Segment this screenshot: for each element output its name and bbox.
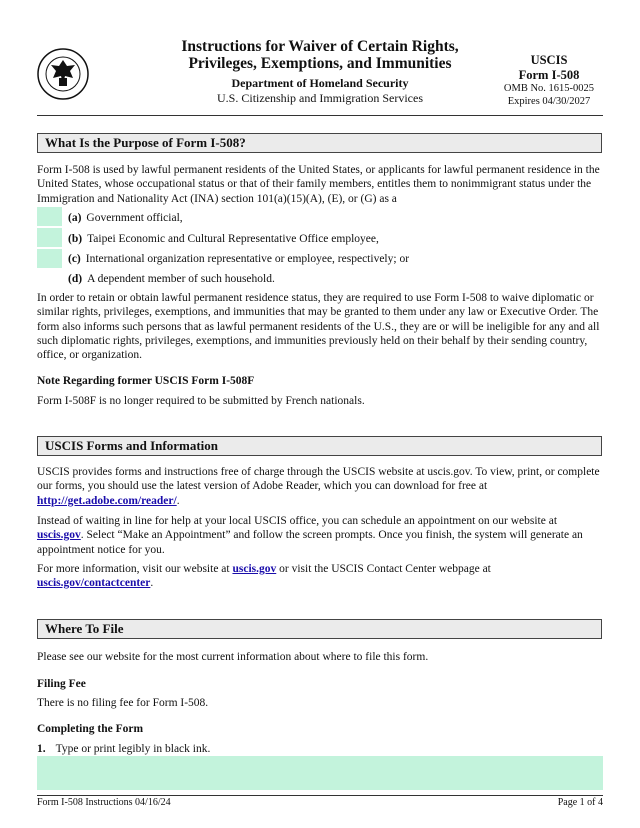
- list-item-letter: (a): [68, 212, 82, 224]
- list-item-letter: (c): [68, 253, 81, 265]
- department-name: Department of Homeland Security: [231, 76, 409, 90]
- purpose-body: In order to retain or obtain lawful permanent residence status, they are required to use Form I-508 to waive diplomatic or similar rights, privileges, exemptions, and immunities that may be granted to them under any law or Executive Order. The form also informs such persons that as lawful permanent residents of the U.S., they are or will be ineligible for any and all such diplomatic rights, privileges, exemptions, and immunities previously held on their behalf by their sending country, office, or organization.: [37, 292, 600, 362]
- highlight-bar: [37, 756, 603, 790]
- title-line-2: Privileges, Exemptions, and Immunities: [188, 55, 452, 72]
- footer-divider: [37, 795, 603, 796]
- dhs-seal-icon: [37, 48, 89, 100]
- org-label: USCIS: [530, 53, 568, 67]
- paragraph-text: Instead of waiting in line for help at your local USCIS office, you can schedule an appointment on our website at: [37, 515, 558, 527]
- forms-info-paragraph-3: [37, 562, 603, 591]
- footer-page-number: Page 1 of 4: [557, 797, 603, 808]
- highlight-mark: [37, 228, 62, 247]
- highlight-mark: [37, 207, 62, 226]
- paragraph-text: .: [176, 494, 180, 507]
- list-item-text: Taipei Economic and Cultural Representative Office employee,: [87, 233, 379, 245]
- purpose-intro: Form I-508 is used by lawful permanent residents of the United States, or applicants for lawful permanent residence in the United States, whose occupational status or that of their family members, entitles them to nonimmigrant status under the Immigration and Nationality Act (INA) section 101(a)(15)(A), (E), or (G) as a: [37, 164, 600, 205]
- uscis-gov-link[interactable]: uscis.gov: [37, 529, 81, 542]
- note-text: Form I-508F is no longer required to be submitted by French nationals.: [37, 395, 365, 407]
- paragraph-text: For more information, visit our website at: [37, 563, 230, 575]
- list-item-letter: (b): [68, 233, 83, 245]
- filing-fee-text: There is no filing fee for Form I-508.: [37, 697, 209, 709]
- list-item-text: International organization representative or employee, respectively; or: [85, 253, 410, 265]
- list-item-text: Government official,: [86, 212, 183, 224]
- section-heading-forms-info: USCIS Forms and Information: [37, 436, 602, 456]
- forms-info-paragraph-1: [37, 465, 603, 508]
- filing-fee-heading: Filing Fee: [37, 678, 86, 690]
- contact-center-link[interactable]: uscis.gov/contactcenter: [37, 577, 151, 590]
- where-to-file-text: Please see our website for the most current information about where to file this form.: [37, 651, 429, 663]
- paragraph-text: .: [150, 577, 154, 590]
- header-divider: [37, 115, 603, 116]
- title-line-1: Instructions for Waiver of Certain Rights,: [181, 38, 459, 55]
- uscis-gov-link[interactable]: uscis.gov: [232, 563, 277, 575]
- list-item-text: A dependent member of such household.: [87, 273, 275, 285]
- list-item: [68, 252, 409, 266]
- forms-info-paragraph-2: [37, 514, 603, 557]
- omb-number: OMB No. 1615-0025: [503, 83, 595, 94]
- expiration-date: Expires 04/30/2027: [507, 96, 591, 107]
- highlight-mark: [37, 249, 62, 268]
- instruction-step: [37, 742, 210, 756]
- list-item: [68, 272, 275, 286]
- paragraph-text: . Select “Make an Appointment” and follow the screen prompts. Once you finish, the system will generate an appointment notice for you.: [37, 529, 583, 556]
- form-number: Form I-508: [518, 68, 580, 82]
- list-item: [68, 211, 183, 225]
- section-heading-where-to-file: Where To File: [37, 619, 602, 639]
- adobe-reader-link[interactable]: http://get.adobe.com/reader/: [37, 494, 177, 507]
- note-heading: Note Regarding former USCIS Form I-508F: [37, 375, 255, 387]
- form-title: [160, 38, 480, 72]
- section-heading-purpose: What Is the Purpose of Form I-508?: [37, 133, 602, 153]
- step-text: Type or print legibly in black ink.: [55, 743, 211, 755]
- agency-name: U.S. Citizenship and Immigration Services: [217, 91, 423, 105]
- step-number: 1.: [37, 743, 46, 755]
- list-item: [68, 232, 379, 246]
- paragraph-text: or visit the USCIS Contact Center webpage at: [279, 563, 491, 575]
- footer-form-edition: Form I-508 Instructions 04/16/24: [37, 797, 171, 808]
- paragraph-text: USCIS provides forms and instructions free of charge through the USCIS website at uscis.gov. To view, print, or complete our forms, you should use the latest version of Adobe Reader, which you can download for free at: [37, 466, 600, 493]
- form-id-block: [494, 53, 604, 108]
- completing-form-heading: Completing the Form: [37, 723, 144, 735]
- list-item-letter: (d): [68, 273, 83, 285]
